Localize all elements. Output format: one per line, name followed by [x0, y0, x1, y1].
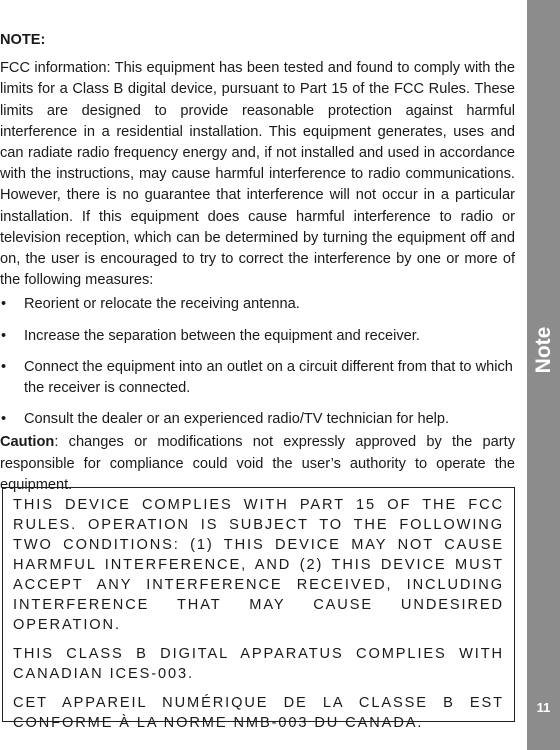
list-item-text: Consult the dealer or an experienced radio/TV technician for help. — [24, 411, 450, 428]
list-item — [0, 409, 515, 430]
side-tab — [527, 0, 560, 750]
list-item-text: Increase the separation between the equipment and receiver. — [24, 327, 420, 344]
caution-label: Caution — [0, 434, 55, 451]
list-item — [0, 326, 515, 347]
bullet-icon: • — [1, 358, 7, 375]
measures-list — [0, 294, 515, 430]
side-tab-label: Note — [531, 326, 555, 374]
caution-text: : changes or modifications not expressly approved by the party responsible for compliance could void the user’s authority to operate the equipment. — [0, 434, 515, 493]
page-number: 11 — [536, 700, 551, 715]
list-item-text: Reorient or relocate the receiving antenna. — [24, 296, 300, 313]
ices-statement: THIS CLASS B DIGITAL APPARATUS COMPLIES WITH CANADIAN ICES-003. — [13, 646, 504, 682]
bullet-icon: • — [1, 327, 7, 344]
list-item — [0, 357, 515, 399]
note-heading: NOTE: — [0, 32, 46, 48]
bullet-icon: • — [1, 296, 7, 313]
fcc-information-paragraph: FCC information: This equipment has been tested and found to comply with the limits for a Class B digital device, pursuant to Part 15 of the FCC Rules. These limits are designed to provide reasonable protection against harmful interference in a residential installation. This equipment generates, uses and can radiate radio frequency energy and, if not installed and used in accordance with the instructions, may cause harmful interference to radio communications. However, there is no guarantee that interference will not occur in a particular installation. If this equipment does cause harmful interference to radio or television reception, which can be determined by turning the equipment off and on, the user is encouraged to try to correct the interference by one or more of the following measures: — [0, 60, 515, 289]
nmb-statement: CET APPAREIL NUMÉRIQUE DE LA CLASSE B EST CONFORME À LA NORME NMB-003 DU CANADA. — [13, 695, 504, 731]
note-section — [0, 30, 515, 496]
bullet-icon: • — [1, 411, 7, 428]
fcc-compliance-box — [2, 487, 515, 731]
fcc-rules-statement: THIS DEVICE COMPLIES WITH PART 15 OF THE FCC RULES. OPERATION IS SUBJECT TO THE FOLLOWING TWO CONDITIONS: (1) THIS DEVICE MAY NOT CAUSE HARMFUL INTERFERENCE, AND (2) THIS DEVICE MUST ACCEPT ANY INTERFERENCE RECEIVED, INCLUDING INTERFERENCE THAT MAY CAUSE UNDESIRED OPERATION. — [13, 497, 504, 633]
list-item — [0, 294, 515, 315]
list-item-text: Connect the equipment into an outlet on a circuit different from that to which the receiver is connected. — [24, 358, 513, 397]
